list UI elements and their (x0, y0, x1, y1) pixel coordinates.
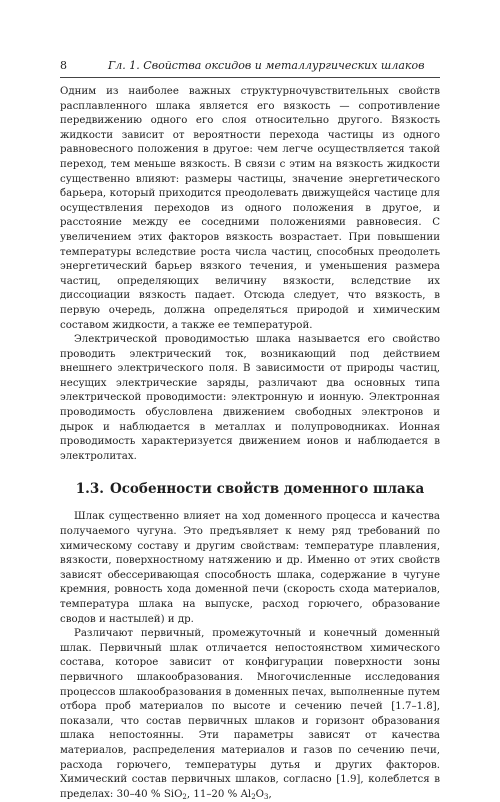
formula-range-1: 30–40 % (116, 788, 161, 800)
formula-oxide-2-sub-1: 2 (251, 792, 256, 801)
formula-oxide-2-sub-2: 3 (264, 792, 269, 801)
paragraph-primary-slag: Различают первичный, промежуточный и конечный доменный шлак. Первичный шлак отличается непостоянством химического состава, которое зависит от конфигурации поверхности зоны первичного шлакообразования. Многочисленные исследования процессов шлакообразования в доменных печах, выполненные путем отбора проб материалов по высоте и сечению печей [1.7–1.8], показали, что состав первичных шлаков и горизонт образования шлака непостоянны. Эти параметры зависят от качества материалов, распределения материалов и газов по сечению печи, расхода горючего, температуры дутья и других факторов. Химический состав первичных шлаков, согласно [1.9], колеблется в пределах: 30–40 % SiO$_2$, 11–20 % $Al_2O_3$, (60, 628, 440, 801)
formula-oxide-1-sub: 2 (182, 792, 187, 801)
running-title: Гл. 1. Свойства оксидов и металлургических шлаков (108, 59, 425, 72)
running-header (60, 58, 440, 74)
formula-oxide-2-mid: O (255, 788, 265, 800)
header-rule (60, 77, 440, 78)
paragraph-viscosity: Одним из наиболее важных структурночувствительных свойств расплавленного шлака является его вязкость — сопротивление передвижению одного его слоя относительно другого. Вязкость жидкости зависит от вероятности перехода частицы из одного равновесного положения в другое: чем легче осуществляется такой переход, тем меньше вязкость. В связи с этим на вязкость жидкости существенно влияют: размеры частицы, значение энергетического барьера, который приходится преодолевать движущейся частице для осуществления переходов из одного положения в другое, и расстояние между ее соседними положениями равновесия. С увеличением этих факторов вязкость возрастает. При повышении температуры вследствие роста числа частиц, способных преодолеть энергетический барьер вязкого течения, и уменьшения размера частиц, определяющих величину вязкости, вследствие их диссоциации вязкость падает. Отсюда следует, что вязкость, в первую очередь, должна определяться природой и химическим составом жидкости, а также ее температурой. (60, 86, 440, 331)
section-number: 1.3. (75, 481, 104, 498)
formula-oxide-2: Al (240, 788, 252, 800)
formula-range-2: 11–20 % (193, 788, 238, 800)
section-heading (60, 480, 440, 498)
paragraph-conductivity: Электрической проводимостью шлака называется его свойство проводить электрический ток, возникающий под действием внешнего электрического поля. В зависимости от природы частиц, несущих электрические заряды, различают два основных типа электрической проводимости: электронную и ионную. Электронная проводимость обусловлена движением свободных электронов и дырок и наблюдается в металлах и полупроводниках. Ионная проводимость характеризуется движением ионов и наблюдается в электролитах. (60, 334, 440, 462)
paragraph-slag-influence: Шлак существенно влияет на ход доменного процесса и качества получаемого чугуна. Это предъявляет к нему ряд требований по химическому составу и другим свойствам: температуре плавления, вязкости, поверхностному натяжению и др. Именно от этих свойств зависят обессеривающая способность шлака, содержание в чугуне кремния, ровность хода доменной печи (скорость схода материалов, температура шлака на выпуске, расход горючего, образование сводов и настылей) и др. (60, 511, 440, 625)
page-body (60, 85, 440, 802)
formula-oxide-1: SiO (163, 788, 183, 800)
primary-slag-text: Различают первичный, промежуточный и конечный доменный шлак. Первичный шлак отличается непостоянством химического состава, которое зависит от конфигурации поверхности зоны первичного шлакообразования. Многочисленные исследования процессов шлакообразования в доменных печах, выполненные путем отбора проб материалов по высоте и сечению печей [1.7–1.8], показали, что состав первичных шлаков и горизонт образования шлака непостоянны. Эти параметры зависят от качества материалов, распределения материалов и газов по сечению печи, расхода горючего, температуры дутья и других факторов. Химический состав первичных шлаков, согласно [1.9], колеблется в пределах: (60, 628, 440, 800)
page-number: 8 (60, 59, 67, 72)
section-title: Особенности свойств доменного шлака (109, 481, 425, 498)
